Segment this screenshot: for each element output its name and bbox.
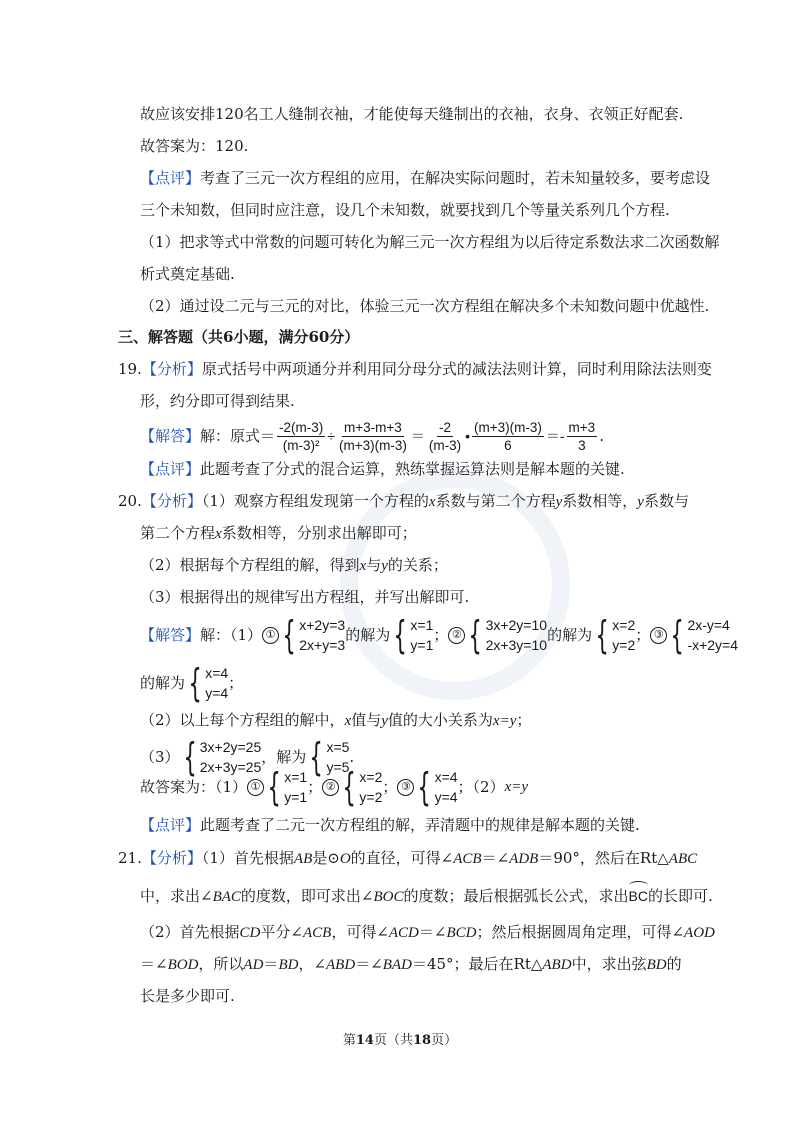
var: ACB	[453, 851, 482, 867]
text: 系数与第二个方程	[435, 492, 556, 510]
brace-icon: {	[670, 613, 684, 657]
comment-text: 此题考查了二元一次方程组的解，弄清题中的规律是解本题的关键.	[200, 816, 640, 834]
fraction	[277, 419, 325, 454]
fraction	[567, 419, 598, 454]
question-number: 21.	[118, 849, 142, 867]
solution-tag: 【解答】	[140, 626, 201, 644]
operator: ÷	[327, 428, 335, 444]
var: BOD	[167, 957, 199, 973]
circled-number: ②	[448, 627, 465, 644]
eq-row: 2x-y=4	[687, 617, 730, 633]
text: 的度数；最后根据弧长公式，求出	[403, 887, 629, 905]
var: AOD	[684, 925, 715, 941]
relation: x=y	[504, 779, 529, 795]
eq-row: y=2	[359, 789, 383, 805]
text: 系数与	[643, 492, 689, 510]
brace-icon: {	[188, 661, 202, 705]
analysis-tag: 【分析】	[141, 849, 202, 867]
var: y	[381, 713, 388, 729]
denominator: (m-3)	[428, 437, 462, 453]
text: 值的大小关系为	[387, 711, 493, 729]
equation-system	[667, 615, 738, 655]
text: 页）	[431, 1033, 458, 1048]
text-line	[140, 459, 625, 479]
text-line: 故应该安排120名工人缝制衣袖，才能使每天缝制出的衣袖，衣身、衣领正好配套.	[140, 105, 684, 123]
numerator: -2(m-3)	[279, 419, 324, 435]
circled-number: ③	[650, 627, 667, 644]
relation: x=y	[492, 713, 517, 729]
text: ＝	[263, 955, 279, 973]
comment-tag: 【点评】	[140, 460, 201, 478]
text: ，∠	[298, 955, 327, 973]
brace-icon: {	[468, 613, 483, 657]
var: AD	[243, 957, 264, 973]
text-line: （3）根据得出的规律写出方程组，并写出解即可.	[140, 588, 470, 606]
brace-icon: {	[309, 735, 323, 779]
var: BAC	[212, 889, 241, 905]
text: 的关系；	[387, 556, 448, 574]
brace-icon: {	[182, 735, 197, 779]
text: ＝∠	[355, 955, 383, 973]
solution-system	[592, 615, 635, 655]
solution-tag: 【解答】	[140, 427, 201, 445]
text: ；	[433, 626, 449, 644]
eq-row: x=4	[205, 665, 229, 681]
text-line: 形，约分即可得到结果.	[140, 392, 295, 410]
eq-row: 2x+3y=10	[485, 637, 548, 653]
eq-row: y=2	[612, 637, 636, 653]
text: 平分∠	[260, 923, 303, 941]
q19-solution	[140, 418, 604, 454]
eq-row: 2x+y=3	[299, 637, 346, 653]
text-line: 三个未知数，但同时应注意，设几个未知数，就要找到几个等量关系列几个方程.	[140, 201, 670, 219]
text: .	[349, 748, 355, 766]
question-number: 20.	[118, 492, 142, 510]
text-line	[140, 954, 682, 975]
var: CD	[239, 925, 261, 941]
brace-icon: {	[393, 613, 407, 657]
text: ，解为	[261, 748, 307, 766]
text: （3）	[140, 748, 180, 766]
circled-number: ①	[247, 779, 264, 796]
text: 中，求出∠	[140, 887, 213, 905]
var: BOC	[373, 889, 404, 905]
text-line: （1）把求等式中常数的问题可转化为解三元一次方程组为以后待定系数法求二次函数解	[140, 233, 720, 251]
circled-number: ③	[397, 779, 414, 796]
operator: •	[465, 428, 470, 444]
text: 与	[366, 556, 382, 574]
text: 值与	[351, 711, 382, 729]
text-line: （2）通过设二元与三元的对比，体验三元一次方程组在解决多个未知数问题中优越性.	[140, 297, 710, 315]
text: ＝∠	[418, 923, 447, 941]
numerator: (m+3)(m-3)	[474, 419, 542, 435]
text-line: 析式奠定基础.	[140, 265, 235, 283]
brace-icon: {	[282, 613, 296, 657]
text: 的解为	[547, 626, 593, 644]
text-line: 长是多少即可.	[140, 987, 235, 1005]
denominator: 6	[504, 437, 512, 453]
q19-analysis-line	[118, 359, 712, 379]
text-line	[140, 168, 710, 188]
text: 的直径，可得∠	[350, 849, 454, 867]
var: BAD	[382, 957, 412, 973]
var: ABD	[542, 957, 572, 973]
text: 的解为	[345, 626, 391, 644]
text: 的	[666, 955, 682, 973]
equation-system	[465, 615, 547, 655]
text: 故答案为：（1）	[140, 778, 248, 796]
var: O	[339, 851, 351, 867]
brace-icon: {	[342, 765, 356, 809]
eq-row: y=4	[434, 789, 458, 805]
text: ；（2）	[457, 778, 505, 796]
var: BCD	[446, 925, 477, 941]
text: ；	[635, 626, 651, 644]
text: （2）以上每个方程组的解中，	[140, 711, 345, 729]
numerator: m+3	[568, 419, 596, 435]
text: 的度数，即可求出∠	[240, 887, 374, 905]
text: ；然后根据圆周角定理，可得∠	[476, 923, 685, 941]
text: （1）观察方程组发现第一个方程的	[201, 492, 429, 510]
text: （2）首先根据	[140, 923, 240, 941]
eq-row: y=1	[410, 637, 434, 653]
text: ＝∠	[140, 955, 168, 973]
page-footer	[0, 1032, 800, 1050]
text: ；	[307, 778, 323, 796]
eq-row: x=4	[434, 769, 458, 785]
text: 是⊙	[312, 849, 340, 867]
analysis-tag: 【分析】	[141, 360, 202, 378]
text: 中，求出弦	[571, 955, 647, 973]
var: ACD	[388, 925, 419, 941]
comment-tag: 【点评】	[140, 169, 201, 187]
analysis-tag: 【分析】	[141, 492, 202, 510]
solution-prefix: 解：原式＝	[200, 427, 276, 445]
text: ，可得∠	[331, 923, 389, 941]
eq-row: y=5	[326, 759, 350, 775]
circled-number: ①	[262, 627, 279, 644]
fraction	[472, 419, 544, 454]
text: 解：（1）	[200, 626, 263, 644]
var: x	[344, 713, 352, 729]
text: 系数相等，	[562, 492, 638, 510]
var: y	[637, 494, 644, 510]
eq-row: 3x+2y=25	[199, 739, 262, 755]
text: （2）根据每个方程组的解，得到	[140, 556, 360, 574]
total-pages: 18	[413, 1033, 432, 1048]
comment-tag: 【点评】	[140, 816, 201, 834]
solution-system	[185, 663, 228, 703]
eq-row: x=1	[284, 769, 308, 785]
eq-row: x=2	[612, 617, 636, 633]
var: ADB	[509, 851, 539, 867]
eq-row: 2x+3y=25	[199, 759, 262, 775]
text: 系数相等，分别求出解即可；	[221, 524, 417, 542]
brace-icon: {	[267, 765, 281, 809]
text: ＝∠	[481, 849, 510, 867]
text: 页（共	[373, 1033, 413, 1048]
numerator: -2	[438, 419, 451, 435]
eq-row: y=4	[205, 685, 229, 701]
text: 第	[342, 1033, 356, 1048]
var: ABC	[668, 851, 698, 867]
denominator: 3	[578, 437, 586, 453]
question-number: 19.	[118, 360, 142, 378]
eq-row: x=1	[410, 617, 434, 633]
eq-row: 3x+2y=10	[485, 617, 548, 633]
solution-system	[390, 615, 433, 655]
analysis-text: 原式括号中两项通分并利用同分母分式的减法法则计算，同时利用除法法则变	[201, 360, 712, 378]
eq-row: y=1	[284, 789, 308, 805]
var: x	[215, 526, 222, 542]
eq-row: x=5	[326, 739, 350, 755]
solution-system	[414, 767, 457, 807]
text: ；	[228, 674, 244, 692]
var: y	[381, 558, 388, 574]
text: ；	[382, 778, 398, 796]
period: .	[599, 427, 604, 445]
text: （1）首先根据	[201, 849, 294, 867]
text: ＝90°，然后在Rt△	[538, 849, 669, 867]
fraction	[427, 419, 463, 454]
text-line	[140, 555, 448, 576]
text-line	[140, 886, 713, 907]
comment-text: 此题考查了分式的混合运算，熟练掌握运算法则是解本题的关键.	[200, 460, 625, 478]
solution-system	[264, 767, 307, 807]
var: AB	[293, 851, 313, 867]
text: ，所以	[198, 955, 244, 973]
var: BD	[646, 957, 667, 973]
eq-row: x+2y=3	[299, 617, 346, 633]
var: x	[428, 494, 436, 510]
text: 第二个方程	[140, 524, 216, 542]
comment-text: 考查了三元一次方程组的应用，在解决实际问题时，若未知量较多，要考虑设	[200, 169, 711, 187]
var: x	[359, 558, 367, 574]
q20-solution-line1	[140, 613, 738, 657]
text: 的长即可.	[647, 887, 713, 905]
q20-answer-line	[140, 765, 528, 809]
text: ＝45°；最后在Rt△	[411, 955, 543, 973]
text-line	[140, 922, 715, 943]
circled-number: ②	[322, 779, 339, 796]
brace-icon: {	[417, 765, 432, 809]
q20-solution-line2	[140, 661, 243, 705]
var: y	[555, 494, 563, 510]
var: ACB	[302, 925, 332, 941]
text-line: 故答案为：120.	[140, 137, 249, 155]
fraction	[337, 419, 409, 454]
section-heading: 三、解答题（共6小题，满分60分）	[118, 328, 360, 346]
operator: ＝-	[545, 428, 565, 444]
denominator: (m-3)²	[282, 437, 320, 453]
numerator: m+3-m+3	[344, 419, 402, 435]
eq-row: -x+2y=4	[687, 637, 739, 653]
q20-analysis-line	[118, 491, 689, 512]
text-line	[140, 815, 640, 835]
q21-analysis-line	[118, 848, 697, 869]
page-number: 14	[355, 1033, 374, 1048]
text-line	[140, 523, 417, 544]
var: ABD	[326, 957, 356, 973]
var: BD	[278, 957, 299, 973]
operator: ＝	[410, 428, 425, 444]
text: ；	[516, 711, 532, 729]
denominator: (m+3)(m-3)	[338, 437, 407, 453]
text: 的解为	[140, 674, 186, 692]
arc-label: BC	[628, 888, 648, 904]
solution-system	[339, 767, 382, 807]
brace-icon: {	[595, 613, 609, 657]
equation-system	[279, 615, 345, 655]
eq-row: x=2	[359, 769, 383, 785]
text-line	[140, 710, 531, 731]
